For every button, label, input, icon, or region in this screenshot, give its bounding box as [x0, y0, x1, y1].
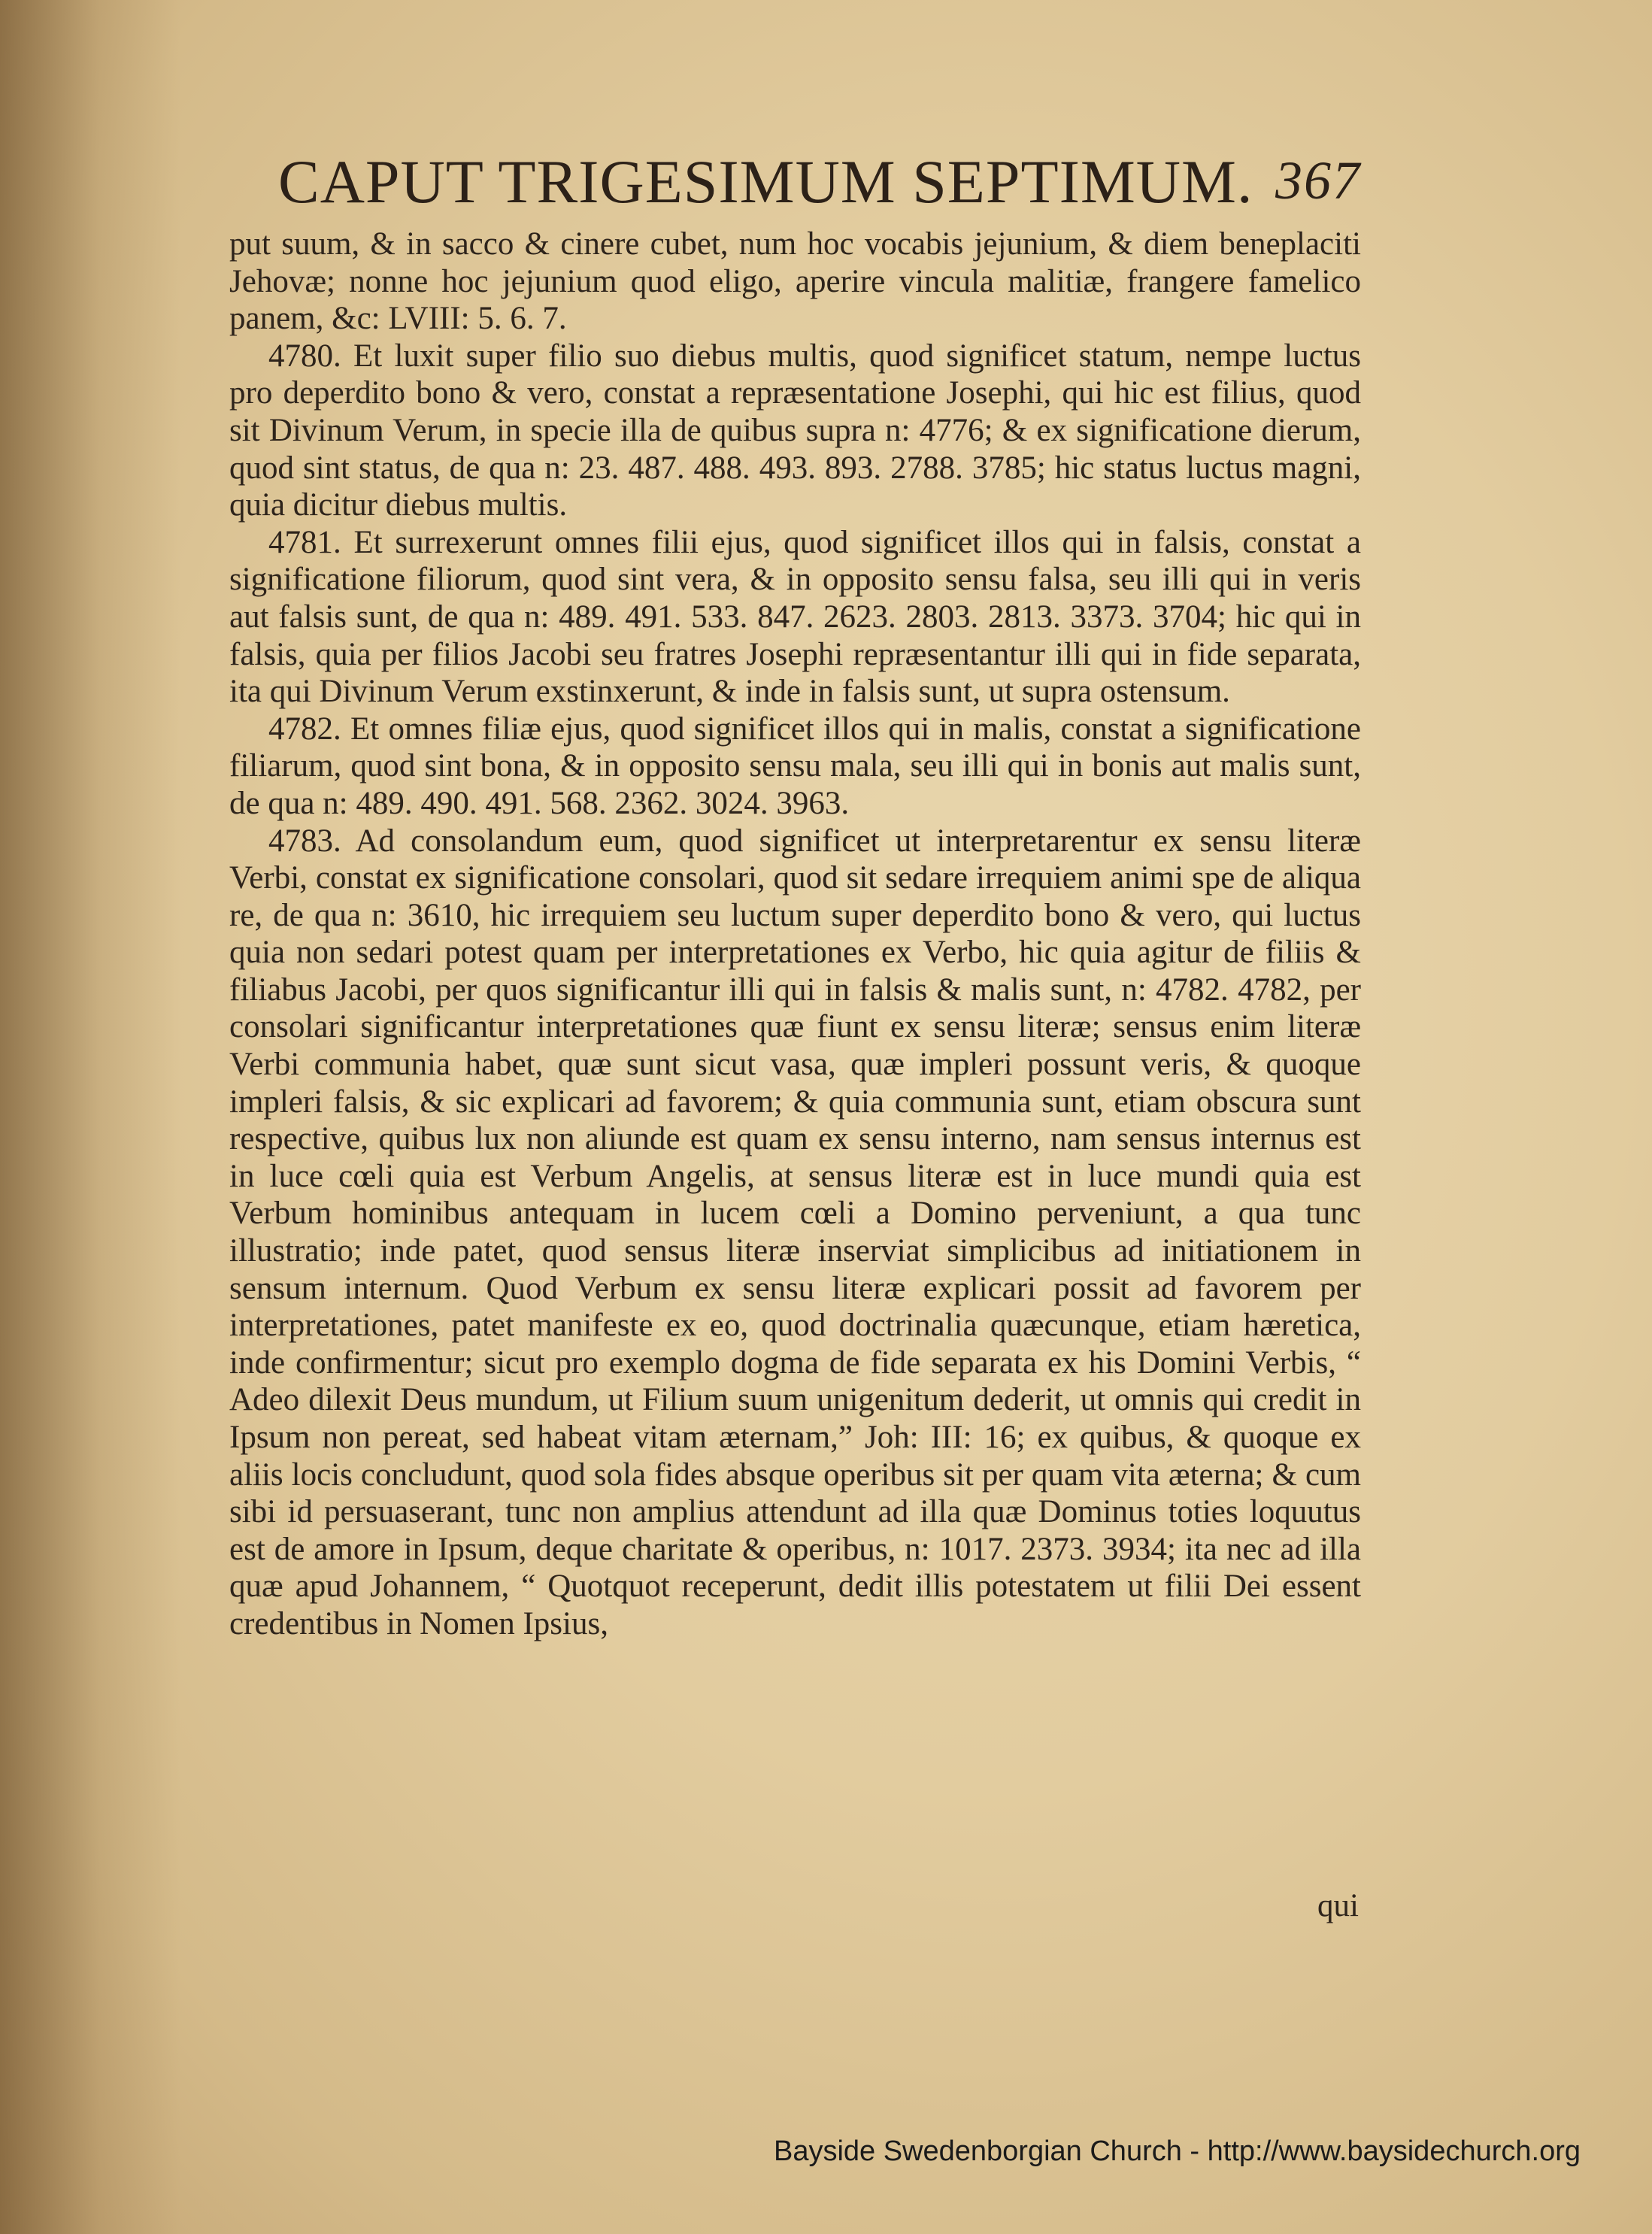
- paragraph-4782: 4782. Et omnes filiæ ejus, quod significet illos qui in malis, constat a significatione filiarum, quod sint bona, & in opposito sensu mala, seu illi qui in bonis aut malis sunt, de qua n: 489. 490. 491. 568. 2362. 3024. 3963.: [229, 711, 1361, 821]
- gutter-shadow: [0, 0, 180, 2234]
- page-number: 367: [1275, 150, 1361, 211]
- body-text: [229, 226, 1361, 1925]
- running-head: CAPUT TRIGESIMUM SEPTIMUM.: [278, 147, 1253, 216]
- catchword: qui: [1317, 1888, 1359, 1923]
- paragraph-continuation: put suum, & in sacco & cinere cubet, num hoc vocabis jejunium, & diem beneplaciti Jehovæ; nonne hoc jejunium quod eligo, aperire vincula malitiæ, frangere famelico panem, &c: LVIII: 5. 6. 7.: [229, 226, 1361, 337]
- paragraph-4780: 4780. Et luxit super filio suo diebus multis, quod significet statum, nempe luctus pro deperdito bono & vero, constat a repræsentatione Josephi, qui hic est filius, quod sit Divinum Verum, in specie illa de quibus supra n: 4776; & ex significatione dierum, quod sint status, de qua n: 23. 487. 488. 493. 893. 2788. 3785; hic status luctus magni, quia dicitur diebus multis.: [229, 338, 1361, 523]
- watermark-caption: Bayside Swedenborgian Church - http://www.baysidechurch.org: [773, 2135, 1581, 2167]
- paragraph-4783: 4783. Ad consolandum eum, quod significet ut interpretarentur ex sensu literæ Verbi, constat ex significatione consolari, quod sit sedare irrequiem animi spe de aliqua re, de qua n: 3610, hic irrequiem seu luctum super deperdito bono & vero, qui luctus quia non sedari potest quam per interpretationes ex Verbo, hic quia agitur de filiis & filiabus Jacobi, per quos significantur illi qui in falsis & malis sunt, n: 4782. 4782, per consolari significantur interpretationes quæ fiunt ex sensu literæ; sensus enim literæ Verbi communia habet, quæ sunt sicut vasa, quæ impleri possunt veris, & quoque impleri falsis, & sic explicari ad favorem; & quia communia sunt, etiam obscura sunt respective, quibus lux non aliunde est quam ex sensu interno, nam sensus internus est in luce cœli quia est Verbum Angelis, at sensus literæ est in luce mundi quia est Verbum hominibus antequam in lucem cœli a Domino perveniunt, a qua tunc illustratio; inde patet, quod sensus literæ inserviat simplicibus ad initiationem in sensum internum. Quod Verbum ex sensu literæ explicari possit ad favorem per interpretationes, patet manifeste ex eo, quod doctrinalia quæcunque, etiam hæretica, inde confirmentur; sicut pro exemplo dogma de fide separata ex his Domini Verbis, “ Adeo dilexit Deus mundum, ut Filium suum unigenitum dederit, ut omnis qui credit in Ipsum non pereat, sed habeat vitam æternam,” Joh: III: 16; ex quibus, & quoque ex aliis locis concludunt, quod sola fides absque operibus sit per quam vita æterna; & cum sibi id persuaserant, tunc non amplius attendunt ad illa quæ Dominus toties loquutus est de amore in Ipsum, deque charitate & operibus, n: 1017. 2373. 3934; ita nec ad illa quæ apud Johannem, “ Quotquot receperunt, dedit illis potestatem ut filii Dei essent credentibus in Nomen Ipsius,: [229, 823, 1361, 1641]
- page-header: [278, 147, 1361, 222]
- paragraph-4781: 4781. Et surrexerunt omnes filii ejus, quod significet illos qui in falsis, constat a significatione filiorum, quod sint vera, & in opposito sensu falsa, seu illi qui in veris aut falsis sunt, de qua n: 489. 491. 533. 847. 2623. 2803. 2813. 3373. 3704; hic qui in falsis, quia per filios Jacobi seu fratres Josephi repræsentantur illi qui in fide separata, ita qui Divinum Verum exstinxerunt, & inde in falsis sunt, ut supra ostensum.: [229, 524, 1361, 710]
